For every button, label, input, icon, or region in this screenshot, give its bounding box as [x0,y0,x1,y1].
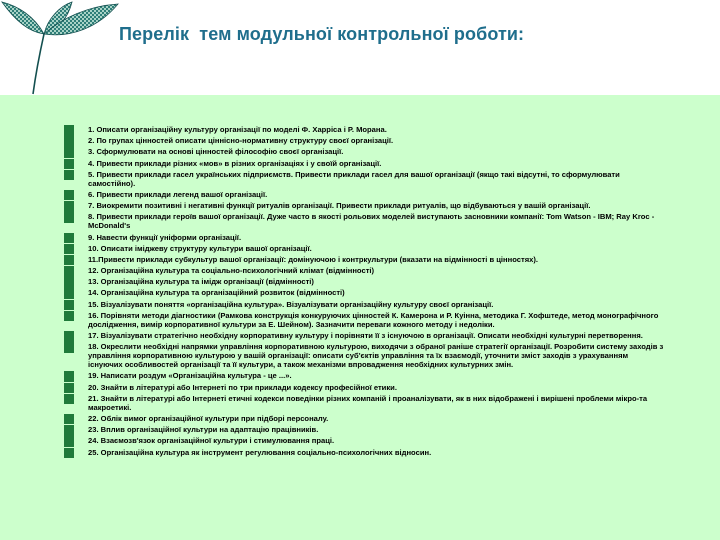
square-bullet-icon [64,266,74,277]
list-item [64,277,664,286]
list-item-text: 6. Привести приклади легенд вашої організації. [88,189,268,199]
square-bullet-icon [64,190,74,201]
square-bullet-icon [64,371,74,382]
list-item [64,288,664,297]
list-item [64,371,664,380]
square-bullet-icon [64,414,74,425]
square-bullet-icon [64,125,74,136]
list-item-text: 2. По групах цінностей описати ціннісно-нормативну структуру своєї організації. [88,136,394,146]
square-bullet-icon [64,201,74,212]
square-bullet-icon [64,277,74,288]
square-bullet-icon [64,342,74,353]
list-item-text: 25. Організаційна культура як інструмент регулювання соціально-психологічних відносин. [88,447,432,457]
list-item [64,342,664,369]
list-item-text: 19. Написати роздум «Організаційна культура - це ...». [88,371,292,381]
square-bullet-icon [64,255,74,266]
list-item [64,436,664,445]
square-bullet-icon [64,300,74,311]
list-item [64,125,664,134]
square-bullet-icon [64,136,74,147]
list-item-text: 8. Привести приклади героїв вашої організації. Дуже часто в якості рольових моделей виступають засновники компанії: Tom Watson - IBM; Ray Kroc - McDonald's [88,212,655,231]
square-bullet-icon [64,311,74,322]
list-item-text: 5. Привести приклади гасел українських підприємств. Привести приклади гасел для вашої організації (якщо такі відсутні, то сформулювати самостійно). [88,169,620,188]
topic-list [64,125,664,459]
list-item [64,136,664,145]
list-item [64,425,664,434]
list-item [64,266,664,275]
list-item [64,147,664,156]
list-item-text: 23. Вплив організаційної культури на адаптацію працівників. [88,425,319,435]
list-item [64,394,664,412]
list-item-text: 1. Описати організаційну культуру організації по моделі Ф. Харріса і Р. Морана. [88,125,387,134]
list-item-text: 18. Окреслити необхідні напрямки управління корпоративною культурою, виходячи з обраної раніше стратегії організації. Розробити систему заходів з управління корпоративною культурою у вашій організації: описати суб'єктів управління та їх взаємодії, уточнити зміст заходів з урахуванням існуючих особливостей організації та її культури, а також механізми впровадження необхідних культурних змін. [88,342,664,370]
square-bullet-icon [64,288,74,299]
list-item-text: 16. Порівняти методи діагностики (Рамкова конструкція конкуруючих цінностей К. Камерона и Р. Куінна, методика Г. Хофштеде, метод монографічного дослідження, вимір корпоративної культури за Е. Шейном). Зазначити переваги кожного методу і недоліки. [88,310,659,329]
list-item [64,201,664,210]
square-bullet-icon [64,448,74,459]
list-item [64,170,664,188]
list-item-text: 17. Візуалізувати стратегічно необхідну корпоративну культуру і порівняти її з існуючою в організації. Описати необхідні культурні перетворення. [88,331,643,340]
leaf-stem [33,34,44,94]
list-item [64,331,664,340]
square-bullet-icon [64,233,74,244]
square-bullet-icon [64,147,74,158]
square-bullet-icon [64,383,74,394]
list-item-text: 7. Виокремити позитивні і негативні функції ритуалів організації. Привести приклади ритуалів, що відбуваються у вашій організації. [88,201,591,211]
square-bullet-icon [64,394,74,405]
slide-title: Перелік тем модульної контрольної роботи: [119,24,525,44]
square-bullet-icon [64,436,74,447]
square-bullet-icon [64,212,74,223]
list-item [64,383,664,392]
list-item-text: 24. Взаємозв'язок організаційної культури і стимулювання праці. [88,436,335,446]
square-bullet-icon [64,244,74,255]
list-item [64,300,664,309]
square-bullet-icon [64,159,74,170]
list-item [64,311,664,329]
list-item-text: 11.Привести приклади субкультур вашої організації: домінуючою і контркультури (вказати на відмінності в цінностях). [88,254,538,264]
list-item-text: 22. Облік вимог організаційної культури при підборі персоналу. [88,413,329,423]
list-item-text: 12. Організаційна культура та соціально-психологічний клімат (відмінності) [88,266,375,276]
list-item-text: 20. Знайти в літературі або Інтернеті по три приклади кодексу професійної етики. [88,382,397,392]
list-item-text: 15. Візуалізувати поняття «організаційна культура». Візуалізувати організаційну культуру своєї організації. [88,299,494,309]
leaf-logo [0,0,120,95]
square-bullet-icon [64,331,74,342]
list-item-text: 4. Привести приклади різних «мов» в різних організаціях і у своїй організації. [88,158,382,168]
list-item [64,414,664,423]
list-item-text: 9. Навести функції уніформи організації. [88,232,242,242]
list-item [64,233,664,242]
square-bullet-icon [64,425,74,436]
list-item-text: 3. Сформулювати на основі цінностей філософію своєї організації. [88,147,344,157]
list-item-text: 14. Організаційна культура та організаційний розвиток (відмінності) [88,288,345,298]
list-item-text: 10. Описати іміджеву структуру культури вашої організації. [88,243,312,253]
square-bullet-icon [64,170,74,181]
list-item [64,159,664,168]
list-item [64,212,664,230]
list-item [64,244,664,253]
list-item-text: 13. Організаційна культура та імідж організації (відмінності) [88,277,314,287]
list-item [64,448,664,457]
list-item [64,255,664,264]
list-item-text: 21. Знайти в літературі або Інтернеті етичні кодекси поведінки різних компаній і проаналізувати, як в них відображені і вирішені проблеми мікро-та макроетикі. [88,393,648,412]
list-item [64,190,664,199]
leaf-left-icon [2,2,44,34]
